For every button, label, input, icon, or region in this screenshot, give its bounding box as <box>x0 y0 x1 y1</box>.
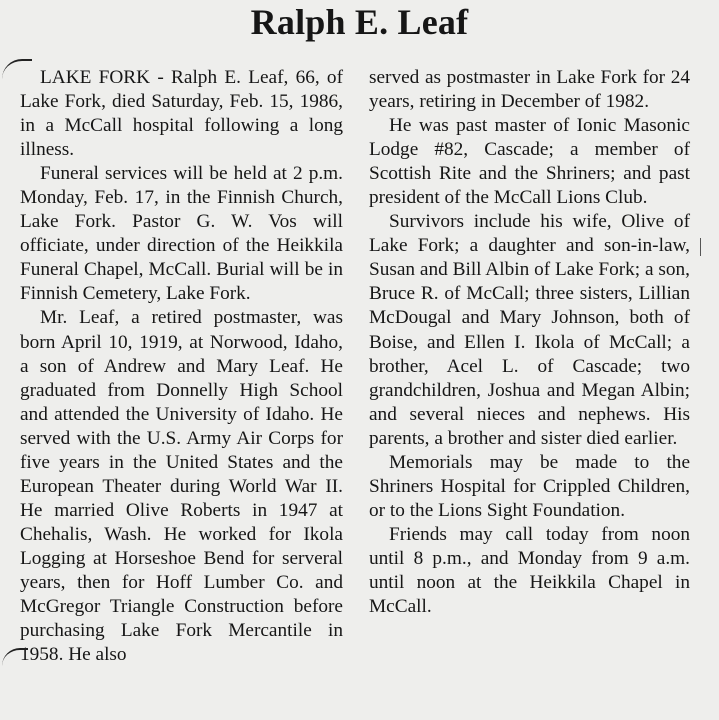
left-column <box>20 66 343 667</box>
paragraph-memberships: He was past master of Ionic Masonic Lodge #82, Cascade; a member of Scottish Rite and the Shriners; and past president of the McCall Lions Club. <box>369 115 690 209</box>
scan-edge-mark <box>700 238 701 256</box>
paragraph-intro: LAKE FORK - Ralph E. Leaf, 66, of Lake Fork, died Saturday, Feb. 15, 1986, in a McCall hospital following a long illness. <box>20 67 343 161</box>
paragraph-visitation: Friends may call today from noon until 8 p.m., and Monday from 9 a.m. until noon at the Heikkila Chapel in McCall. <box>369 523 690 618</box>
paragraph-memorials: Memorials may be made to the Shriners Hospital for Crippled Children, or to the Lions Sight Foundation. <box>369 451 690 521</box>
scan-edge-mark-bottom <box>2 648 28 666</box>
right-column <box>369 66 690 619</box>
headline: Ralph E. Leaf <box>250 2 469 42</box>
paragraph-funeral-services: Funeral services will be held at 2 p.m. Monday, Feb. 17, in the Finnish Church, Lake Fork. Pastor G. W. Vos will officiate, under direction of the Heikkila Funeral Chapel, McCall. Burial will be in Finnish Cemetery, Lake Fork. <box>20 163 343 305</box>
scan-edge-mark-top <box>2 59 32 79</box>
paragraph-biography: Mr. Leaf, a retired postmaster, was born April 10, 1919, at Norwood, Idaho, a son of Andrew and Mary Leaf. He graduated from Donnelly High School and attended the University of Idaho. He served with the U.S. Army Air Corps for five years in the United States and the European Theater during World War II. He married Olive Roberts in 1947 at Chehalis, Wash. He worked for Ikola Logging at Horseshoe Bend for serveral years, then for Hoff Lumber Co. and McGregor Triangle Construction before purchasing Lake Fork Mercantile in 1958. He also <box>20 307 343 666</box>
paragraph-biography-continued: served as postmaster in Lake Fork for 24 years, retiring in December of 1982. <box>369 67 690 113</box>
paragraph-survivors: Survivors include his wife, Olive of Lake Fork; a daughter and son-in-law, Susan and Bill Albin of Lake Fork; a son, Bruce R. of McCall; three sisters, Lillian McDougal and Mary Johnson, both of Boise, and Ellen I. Ikola of McCall; a brother, Acel L. of Cascade; two grandchildren, Joshua and Megan Albin; and several nieces and nephews. His parents, a brother and sister died earlier. <box>369 211 690 449</box>
